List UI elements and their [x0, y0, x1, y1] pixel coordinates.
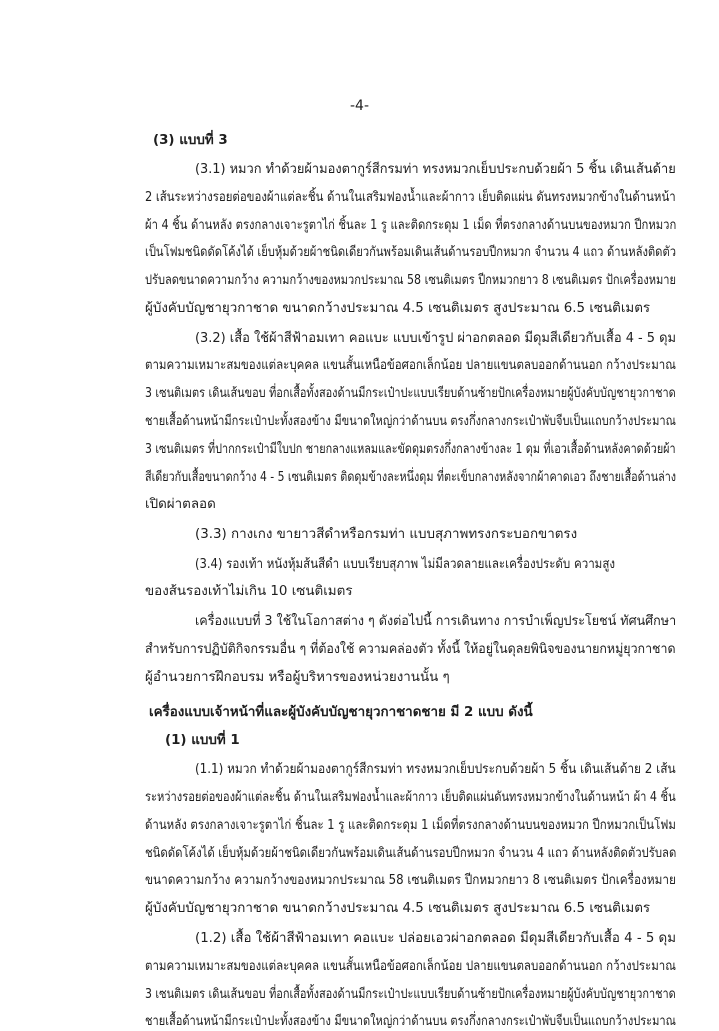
text-line: ขนาดความกว้าง ความกว้างของหมวกประมาณ 58 เซนติเมตร ปีกหมวกยาว 8 เซนติเมตร ปักเครื่องหมาย — [145, 873, 676, 888]
text-line: (1.1) หมวก ทำด้วยผ้ามองตากูร์สีกรมท่า ทรงหมวกเย็บประกบด้วยผ้า 5 ชิ้น เดินเส้นด้าย 2 เส้น — [195, 762, 676, 777]
text-line: ชายเสื้อด้านหน้ามีกระเป๋าปะทั้งสองข้าง มีขนาดใหญ่กว่าด้านบน ตรงกึ่งกลางกระเป๋าพับจีบเป็นแถบกว้างประมาณ — [145, 1014, 676, 1029]
text-line: (3.4) รองเท้า หนังหุ้มส้นสีดำ แบบเรียบสุภาพ ไม่มีลวดลายและเครื่องประดับ ความสูง — [195, 557, 616, 572]
text-line: ปรับลดขนาดความกว้าง ความกว้างของหมวกประมาณ 58 เซนติเมตร ปีกหมวกยาว 8 เซนติเมตร ปักเครื่องหมาย — [145, 273, 676, 288]
text-line: สีเดียวกับเสื้อขนาดกว้าง 4 - 5 เซนติเมตร ติดดุมข้างละหนึ่งดุม ที่ตะเข็บกลางหลังจากผ้าคาดเอว ถึงชายเสื้อด้านล่าง — [145, 470, 677, 485]
text-line: ของส้นรองเท้าไม่เกิน 10 เซนติเมตร — [145, 584, 353, 599]
text-line: 2 เส้นระหว่างรอยต่อของผ้าแต่ละชิ้น ด้านในเสริมฟองน้ำและผ้ากาว เย็บติดแผ่น ดันทรงหมวกข้างในด้านหน้า — [145, 190, 676, 205]
text-line: (3.2) เสื้อ ใช้ผ้าสีฟ้าอมเทา คอแบะ แบบเข้ารูป ผ่าอกตลอด มีดุมสีเดียวกับเสื้อ 4 - 5 ดุม — [195, 331, 677, 346]
text-line: ด้านหลัง ตรงกลางเจาะรูตาไก่ ชิ้นละ 1 รู และติดกระดุม 1 เม็ดที่ตรงกลางด้านบนของหมวก ปีกหมวกเป็นโฟม — [145, 818, 676, 833]
text-line: (3.1) หมวก ทำด้วยผ้ามองตากูร์สีกรมท่า ทรงหมวกเย็บประกบด้วยผ้า 5 ชิ้น เดินเส้นด้าย — [195, 162, 676, 177]
text-line: ผ้า 4 ชิ้น ด้านหลัง ตรงกลางเจาะรูตาไก่ ชิ้นละ 1 รู และติดกระดุม 1 เม็ด ที่ตรงกลางด้านบนของหมวก ปีกหมวก — [145, 218, 677, 233]
text-line: ผู้บังคับบัญชายุวกาชาด ขนาดกว้างประมาณ 4.5 เซนติเมตร สูงประมาณ 6.5 เซนติเมตร — [145, 901, 651, 916]
text-line: เปิดผ่าตลอด — [145, 497, 216, 512]
text-line: (3.3) กางเกง ขายาวสีดำหรือกรมท่า แบบสุภาพทรงกระบอกขาตรง — [195, 527, 578, 542]
text-line: 3 เซนติเมตร เดินเส้นขอบ ที่อกเสื้อทั้งสองด้านมีกระเป๋าปะแบบเรียบด้านซ้ายปักเครื่องหมายผู้บังคับบัญชายุวกาชาด — [145, 987, 676, 1002]
text-line: 3 เซนติเมตร เดินเส้นขอบ ที่อกเสื้อทั้งสองด้านมีกระเป๋าปะแบบเรียบด้านซ้ายปักเครื่องหมายผู้บังคับบัญชายุวกาชาด — [145, 386, 676, 401]
text-line: ชนิดดัดโค้งได้ เย็บหุ้มด้วยผ้าชนิดเดียวกันพร้อมเดินเส้นด้านรอบปีกหมวก จำนวน 4 แถว ด้านหลังติดตัวปรับลด — [145, 846, 677, 861]
text-line: (1) แบบที่ 1 — [165, 733, 240, 748]
text-line: ผู้อำนวยการฝึกอบรม หรือผู้บริหารของหน่วยงานนั้น ๆ — [145, 670, 450, 685]
text-line: ตามความเหมาะสมของแต่ละบุคคล แขนสั้นเหนือข้อศอกเล็กน้อย ปลายแขนตลบออกด้านนอก กว้างประมาณ — [145, 358, 676, 373]
text-line: ผู้บังคับบัญชายุวกาชาด ขนาดกว้างประมาณ 4.5 เซนติเมตร สูงประมาณ 6.5 เซนติเมตร — [145, 301, 651, 316]
text-line: (1.2) เสื้อ ใช้ผ้าสีฟ้าอมเทา คอแบะ ปล่อยเอวผ่าอกตลอด มีดุมสีเดียวกับเสื้อ 4 - 5 ดุม — [195, 931, 676, 946]
text-line: ตามความเหมาะสมของแต่ละบุคคล แขนสั้นเหนือข้อศอกเล็กน้อย ปลายแขนตลบออกด้านนอก กว้างประมาณ — [145, 959, 676, 974]
text-line: 3 เซนติเมตร ที่ปากกระเป๋ามีใบปก ชายกลางแหลมและขัดดุมตรงกึ่งกลางข้างละ 1 ดุม ที่เอวเสื้อด้านหลังคาดด้วยผ้า — [145, 442, 676, 457]
text-line: เครื่องแบบที่ 3 ใช้ในโอกาสต่าง ๆ ดังต่อไปนี้ การเดินทาง การบำเพ็ญประโยชน์ ทัศนศึกษา — [195, 614, 677, 629]
text-line: สำหรับการปฏิบัติกิจกรรมอื่น ๆ ที่ต้องใช้ ความคล่องตัว ทั้งนี้ ให้อยู่ในดุลยพินิจของนายกหมู่ยุวกาชาด — [145, 642, 676, 657]
text-line: เครื่องแบบเจ้าหน้าที่และผู้บังคับบัญชายุวกาชาดชาย มี 2 แบบ ดังนี้ — [149, 705, 533, 720]
text-line: ชายเสื้อด้านหน้ามีกระเป๋าปะทั้งสองข้าง มีขนาดใหญ่กว่าด้านบน ตรงกึ่งกลางกระเป๋าพับจีบเป็นแถบกว้างประมาณ — [145, 414, 676, 429]
page-number: -4- — [349, 98, 369, 114]
text-line: (3) แบบที่ 3 — [153, 133, 228, 148]
text-line: ระหว่างรอยต่อของผ้าแต่ละชิ้น ด้านในเสริมฟองน้ำและผ้ากาว เย็บติดแผ่นดันทรงหมวกข้างในด้านหน้า ผ้า 4 ชิ้น — [145, 790, 676, 805]
text-line: เป็นโฟมชนิดดัดโค้งได้ เย็บหุ้มด้วยผ้าชนิดเดียวกันพร้อมเดินเส้นด้านรอบปีกหมวก จำนวน 4 แถว ด้านหลังติดตัว — [145, 245, 677, 260]
